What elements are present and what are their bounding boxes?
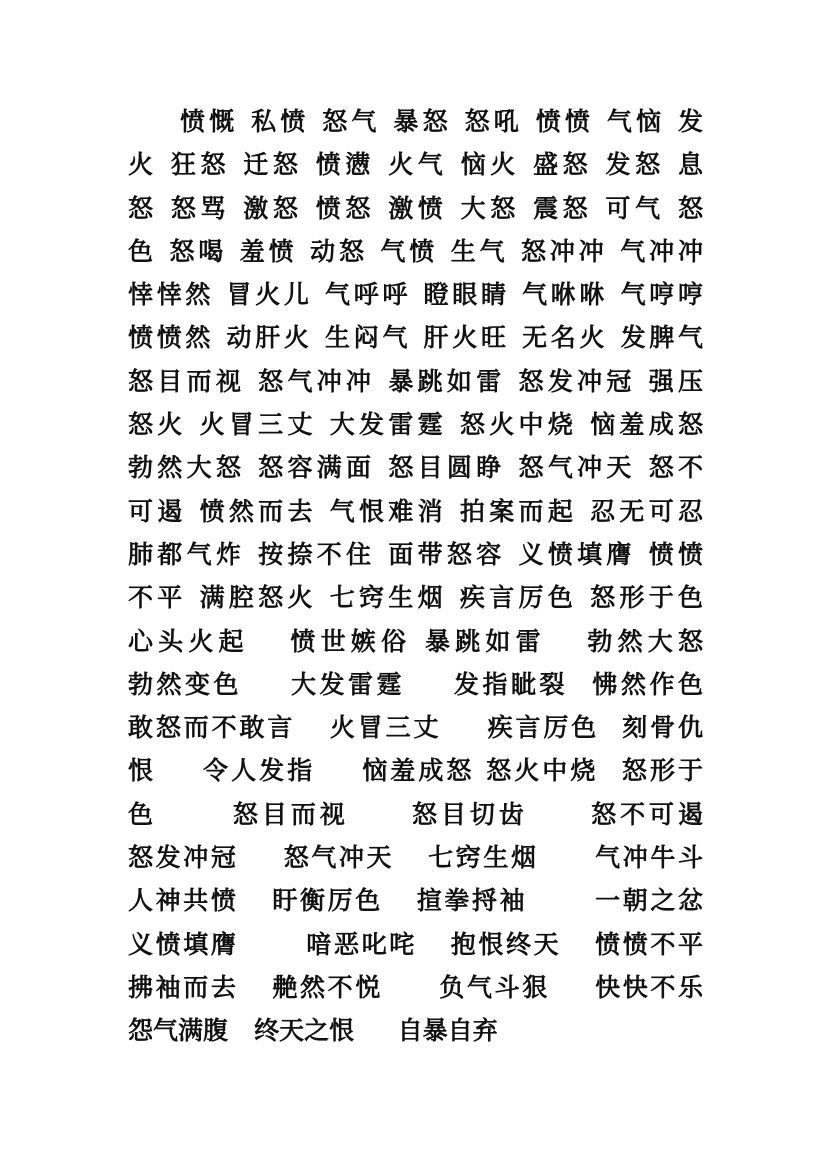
text-line: 可遏 愤然而去 气恨难消 拍案而起 忍无可忍 <box>128 496 703 526</box>
text-line: 怒 怒骂 激怒 愤怒 激愤 大怒 震怒 可气 怒 <box>128 193 703 223</box>
text-line: 怒火 火冒三丈 大发雷霆 怒火中烧 恼羞成怒 <box>128 410 703 440</box>
text-line: 怒发冲冠 怒气冲天 七窍生烟 气冲牛斗 <box>128 843 703 873</box>
text-line: 愤愤然 动肝火 生闷气 肝火旺 无名火 发脾气 <box>128 323 703 353</box>
text-line: 义愤填膺 喑恶叱咤 抱恨终天 愤愤不平 <box>128 929 703 959</box>
text-line: 勃然变色 大发雷霆 发指眦裂 怫然作色 <box>128 669 703 699</box>
text-line: 心头火起 愤世嫉俗 暴跳如雷 勃然大怒 <box>128 626 703 656</box>
body-paragraph <box>128 100 703 1053</box>
text-line: 恨 令人发指 恼羞成怒 怒火中烧 怒形于 <box>128 756 703 786</box>
text-line: 火 狂怒 迁怒 愤懑 火气 恼火 盛怒 发怒 息 <box>128 150 703 180</box>
text-line: 勃然大怒 怒容满面 怒目圆睁 怒气冲天 怒不 <box>128 453 703 483</box>
text-line: 怒目而视 怒气冲冲 暴跳如雷 怒发冲冠 强压 <box>128 366 703 396</box>
text-line: 愤慨 私愤 怒气 暴怒 怒吼 愤愤 气恼 发 <box>180 107 703 136</box>
text-line: 人神共愤 盱衡厉色 揎拳捋袖 一朝之忿 <box>128 886 703 916</box>
text-line: 敢怒而不敢言 火冒三丈 疾言厉色 刻骨仇 <box>128 713 703 743</box>
text-line: 怨气满腹 终天之恨 自暴自弃 <box>128 1016 498 1046</box>
text-line: 肺都气炸 按捺不住 面带怒容 义愤填膺 愤愤 <box>128 539 703 569</box>
text-line: 拂袖而去 艴然不悦 负气斗狠 快快不乐 <box>128 972 703 1002</box>
text-line: 不平 满腔怒火 七窍生烟 疾言厉色 怒形于色 <box>128 583 703 613</box>
text-line: 色 怒目而视 怒目切齿 怒不可遏 <box>128 799 703 829</box>
text-line: 色 怒喝 羞愤 动怒 气愤 生气 怒冲冲 气冲冲 <box>128 236 703 266</box>
text-line: 悻悻然 冒火儿 气呼呼 瞪眼睛 气咻咻 气哼哼 <box>128 280 703 310</box>
